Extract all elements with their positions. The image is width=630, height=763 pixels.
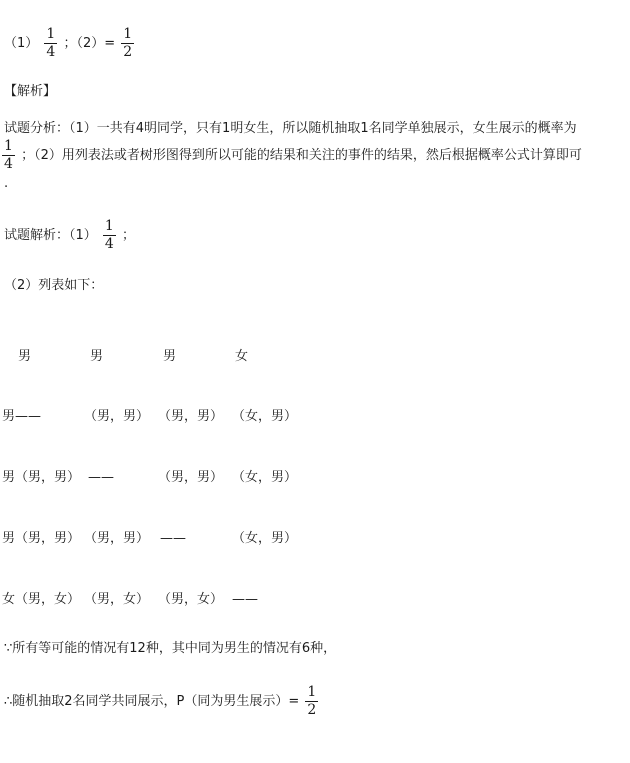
part1-label: （1）	[4, 36, 39, 51]
conclusion-fraction	[305, 684, 318, 719]
solution-fraction	[103, 218, 116, 253]
fraction-numerator: 1	[104, 218, 114, 234]
table-intro: （2）列表如下：	[4, 278, 104, 293]
table-row-label: 男	[2, 531, 16, 546]
part1-fraction	[44, 26, 57, 61]
fraction-denominator: 4	[46, 44, 56, 60]
table-cell: （男，女）	[84, 592, 150, 607]
table-cell: （女，男）	[232, 531, 298, 546]
table-header: 女	[235, 349, 249, 364]
fraction-denominator: 4	[104, 236, 114, 252]
fraction-denominator: 2	[123, 44, 133, 60]
table-header: 男	[90, 349, 104, 364]
table-cell: （女，男）	[232, 409, 298, 424]
table-row-label: 男	[2, 409, 16, 424]
table-cell: （男，女）	[158, 592, 224, 607]
fraction-denominator: 4	[4, 156, 13, 172]
fraction-numerator: 1	[123, 26, 133, 42]
table-cell: （男，男）	[84, 409, 150, 424]
table-cell: （男，男）	[15, 531, 81, 546]
solution-suffix: ；	[121, 228, 135, 243]
table-header: 男	[18, 349, 32, 364]
table-row-label: 女	[2, 592, 16, 607]
answer-line	[4, 26, 136, 61]
part-separator: ；（2）=	[63, 36, 116, 51]
fraction-numerator: 1	[4, 138, 13, 154]
table-cell: ——	[88, 470, 114, 485]
conclusion-text: ∴随机抽取2名同学共同展示，P（同为男生展示）=	[4, 694, 300, 709]
table-cell: ——	[160, 531, 186, 546]
analysis-line-2	[2, 138, 582, 173]
table-cell: （男，女）	[15, 592, 81, 607]
solution-prefix: 试题解析：（1）	[4, 228, 97, 243]
table-header: 男	[163, 349, 177, 364]
fraction-denominator: 2	[307, 702, 317, 718]
table-cell: （男，男）	[15, 470, 81, 485]
solution-line	[4, 218, 135, 253]
fraction-numerator: 1	[46, 26, 56, 42]
analysis-text-2: ；（2）用列表法或者树形图得到所以可能的结果和关注的事件的结果，然后根据概率公式计算即可	[21, 148, 582, 163]
table-cell: （男，男）	[84, 531, 150, 546]
part2-fraction	[121, 26, 134, 61]
fraction-numerator: 1	[307, 684, 317, 700]
table-cell: （男，男）	[158, 470, 224, 485]
conclusion-line-1: ∵所有等可能的情况有12种，其中同为男生的情况有6种，	[4, 641, 337, 656]
table-cell: ——	[15, 409, 41, 424]
conclusion-line-2	[4, 684, 320, 719]
table-cell: （女，男）	[232, 470, 298, 485]
section-title: 【解析】	[4, 84, 57, 99]
analysis-fraction	[2, 138, 15, 173]
table-cell: （男，男）	[158, 409, 224, 424]
table-cell: ——	[232, 592, 258, 607]
analysis-line-3: .	[4, 176, 9, 191]
table-row-label: 男	[2, 470, 16, 485]
analysis-line-1: 试题分析：（1）一共有4明同学，只有1明女生，所以随机抽取1名同学单独展示，女生展示的概率为	[4, 121, 577, 136]
